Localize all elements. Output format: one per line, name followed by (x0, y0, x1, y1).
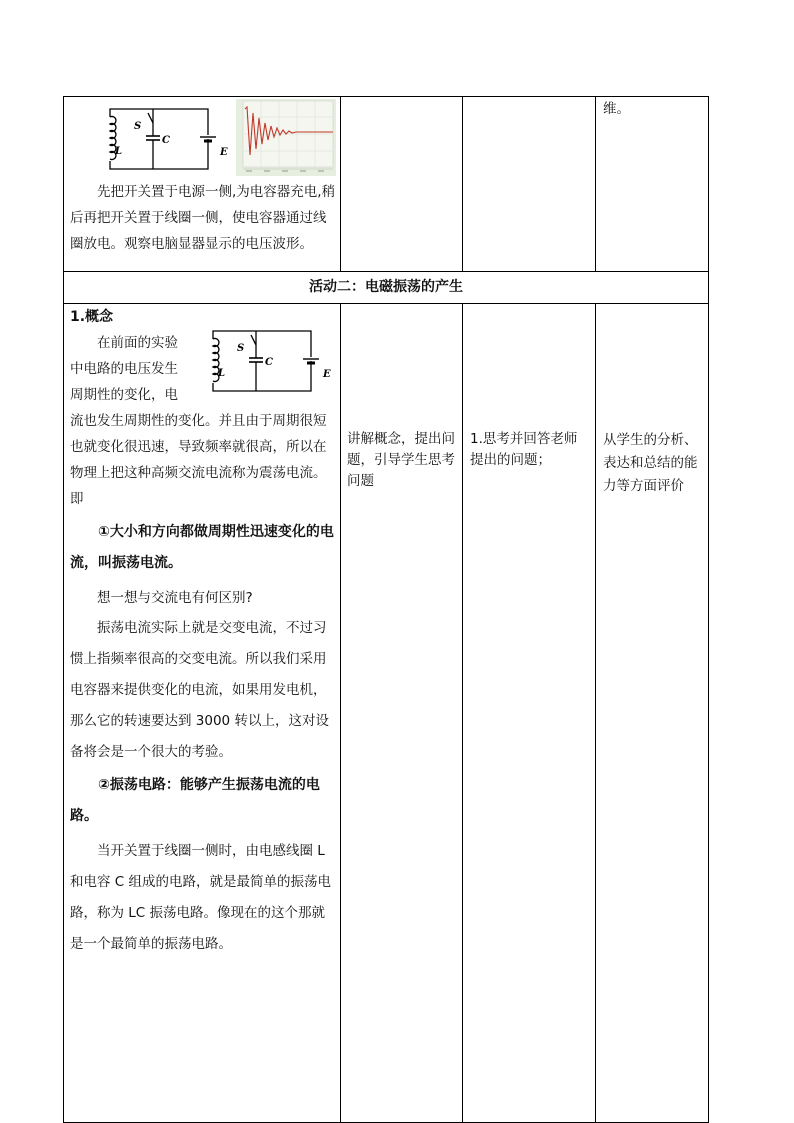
evaluation: 从学生的分析、表达和总结的能力等方面评价 (603, 432, 698, 494)
wrap-line-3: 周期性的变化，电 (70, 387, 178, 403)
column-divider (595, 96, 596, 271)
experiment-instructions (70, 179, 336, 257)
row1-col4-text (603, 96, 703, 122)
label-c: C (162, 135, 170, 146)
oscillating-circuit-definition: ②振荡电路：能够产生振荡电流的电路。 (70, 777, 320, 824)
column-divider (340, 96, 341, 271)
label-s: S (237, 343, 245, 354)
lesson-table (63, 96, 709, 1123)
section-header: 活动二：电磁振荡的产生 (309, 279, 463, 295)
concept-content (70, 304, 336, 960)
column-divider (462, 96, 463, 271)
column-divider (595, 303, 596, 1123)
wrap-line-2: 中电路的电压发生 (70, 361, 178, 377)
think-question: 想一想与交流电有何区别? (97, 590, 253, 606)
label-c: C (265, 357, 273, 368)
concept-heading: 1.概念 (70, 309, 114, 325)
teacher-activity: 讲解概念，提出问题，引导学生思考问题 (347, 431, 455, 489)
table-left-border (63, 96, 64, 1123)
label-s: S (134, 121, 142, 132)
column-divider (340, 303, 341, 1123)
lc-circuit-diagram-2 (201, 325, 341, 397)
oscillating-current-definition: ①大小和方向都做周期性迅速变化的电流，叫振荡电流。 (70, 524, 334, 571)
oscilloscope-waveform-image (236, 99, 336, 176)
wrap-line-1: 在前面的实验 (97, 335, 178, 351)
label-l: L (115, 146, 123, 157)
lc-circuit-paragraph: 当开关置于线圈一侧时，由电感线圈 L 和电容 C 组成的电路，就是最简单的振荡电路，称为 LC 振荡电路。像现在的这个那就是一个最简单的振荡电路。 (70, 843, 332, 952)
label-e: E (323, 369, 331, 380)
lc-circuit-diagram (98, 103, 238, 175)
concept-paragraph: 流也发生周期性的变化。并且由于周期很短也就变化很迅速，导致频率就很高，所以在物理上把这种高频交流电流称为震荡电流。即 (70, 413, 327, 507)
continued-text: 维。 (603, 101, 630, 117)
table-right-border (708, 96, 709, 1123)
label-l: L (218, 368, 226, 379)
comparison-paragraph: 振荡电流实际上就是交变电流，不过习惯上指频率很高的交变电流。所以我们采用电容器来提供变化的电流，如果用发电机，那么它的转速要达到 3000 转以上，这对设备将会是一个很大的考验。 (70, 620, 329, 760)
column-divider (462, 303, 463, 1123)
label-e: E (220, 147, 228, 158)
experiment-text: 先把开关置于电源一侧,为电容器充电,稍后再把开关置于线圈一侧，使电容器通过线圈放电。观察电脑显器显示的电压波形。 (70, 184, 336, 252)
student-activity: 1.思考并回答老师提出的问题； (470, 431, 578, 468)
